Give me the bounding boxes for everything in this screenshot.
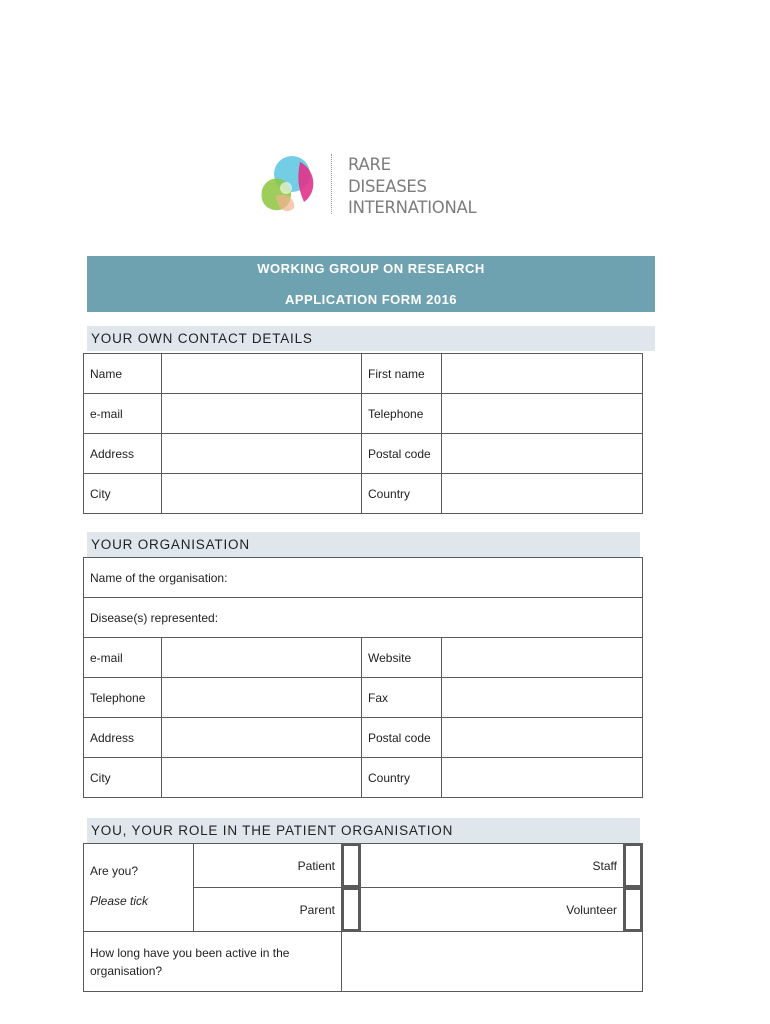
label-staff: Staff: [361, 844, 624, 888]
postal-code-field[interactable]: [442, 434, 643, 474]
how-long-field[interactable]: [342, 932, 643, 992]
org-country-field[interactable]: [442, 758, 643, 798]
label-org-address: Address: [84, 718, 162, 758]
rdi-logo-icon: [256, 152, 322, 218]
label-org-telephone: Telephone: [84, 678, 162, 718]
label-patient: Patient: [194, 844, 342, 888]
logo-line-2: DISEASES: [348, 176, 427, 196]
city-field[interactable]: [162, 474, 362, 514]
org-telephone-field[interactable]: [162, 678, 362, 718]
banner-title: WORKING GROUP ON RESEARCH: [257, 261, 485, 276]
label-parent: Parent: [194, 888, 342, 932]
logo-text: [348, 154, 476, 219]
logo-line-1: RARE: [348, 155, 391, 174]
label-website: Website: [362, 638, 442, 678]
organisation-table: [83, 557, 643, 798]
section-role-heading: YOU, YOUR ROLE IN THE PATIENT ORGANISATION: [87, 818, 640, 843]
label-org-city: City: [84, 758, 162, 798]
telephone-field[interactable]: [442, 394, 643, 434]
org-postal-code-field[interactable]: [442, 718, 643, 758]
section-contact-heading: YOUR OWN CONTACT DETAILS: [87, 326, 655, 351]
parent-checkbox[interactable]: [342, 888, 361, 932]
label-address: Address: [84, 434, 162, 474]
logo-line-3: INTERNATIONAL: [348, 198, 477, 217]
logo-divider: [331, 154, 333, 214]
section-organisation-heading: YOUR ORGANISATION: [87, 532, 640, 557]
contact-details-table: [83, 353, 643, 514]
patient-checkbox[interactable]: [342, 844, 361, 888]
label-city: City: [84, 474, 162, 514]
org-name-field[interactable]: Name of the organisation:: [84, 558, 643, 598]
label-email: e-mail: [84, 394, 162, 434]
label-org-email: e-mail: [84, 638, 162, 678]
org-email-field[interactable]: [162, 638, 362, 678]
address-field[interactable]: [162, 434, 362, 474]
first-name-field[interactable]: [442, 354, 643, 394]
label-country: Country: [362, 474, 442, 514]
diseases-field[interactable]: Disease(s) represented:: [84, 598, 643, 638]
rdi-logo: [256, 150, 496, 220]
fax-field[interactable]: [442, 678, 643, 718]
country-field[interactable]: [442, 474, 643, 514]
are-you-label: Are you?: [90, 864, 139, 878]
org-address-field[interactable]: [162, 718, 362, 758]
role-table: [83, 843, 643, 992]
label-org-postal-code: Postal code: [362, 718, 442, 758]
label-fax: Fax: [362, 678, 442, 718]
banner-subtitle: APPLICATION FORM 2016: [284, 292, 458, 307]
label-first-name: First name: [362, 354, 442, 394]
email-field[interactable]: [162, 394, 362, 434]
form-banner: [87, 256, 655, 312]
please-tick-label: Please tick: [90, 894, 149, 908]
label-how-long: How long have you been active in the organisation?: [84, 932, 342, 992]
name-field[interactable]: [162, 354, 362, 394]
label-telephone: Telephone: [362, 394, 442, 434]
website-field[interactable]: [442, 638, 643, 678]
volunteer-checkbox[interactable]: [624, 888, 643, 932]
label-volunteer: Volunteer: [361, 888, 624, 932]
label-org-country: Country: [362, 758, 442, 798]
staff-checkbox[interactable]: [624, 844, 643, 888]
org-city-field[interactable]: [162, 758, 362, 798]
label-name: Name: [84, 354, 162, 394]
label-postal-code: Postal code: [362, 434, 442, 474]
are-you-cell: [84, 844, 194, 932]
